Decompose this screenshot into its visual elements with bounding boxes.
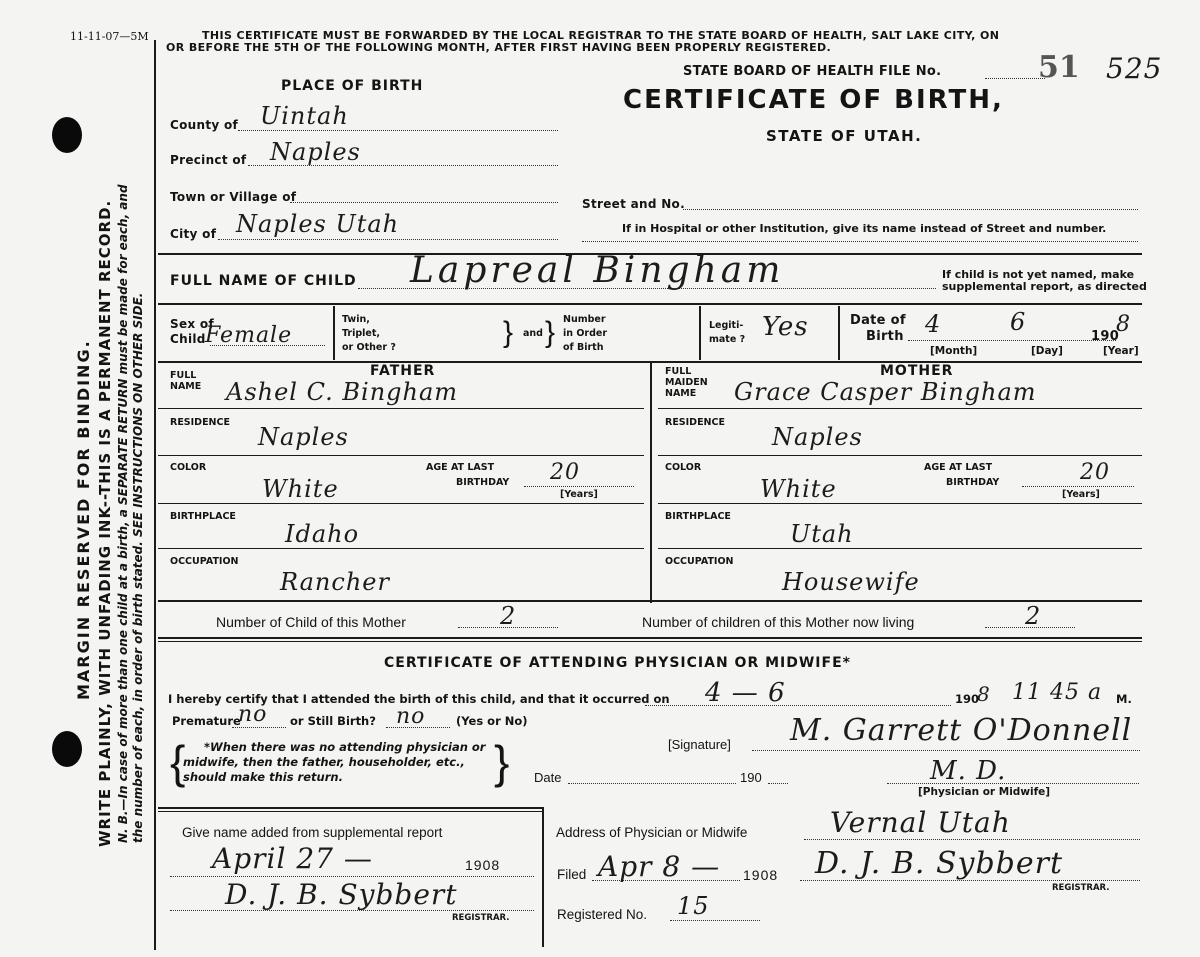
supp-rule-top (158, 807, 542, 809)
father-age-label-1: AGE AT LAST (426, 462, 495, 473)
unnamed-note-2: supplemental report, as directed (942, 280, 1147, 293)
premature-dots (232, 727, 286, 728)
city-value: Naples Utah (236, 210, 400, 238)
col-divider-1 (333, 306, 335, 360)
legit-label-2: mate ? (709, 334, 746, 345)
mother-heading: MOTHER (880, 363, 954, 379)
margin-nb-line1: N. B.—In case of more than one child at a birth, a SEPARATE RETURN must be made for each, and (116, 184, 130, 843)
physician-md: M. D. (930, 756, 1007, 786)
order-label-1: Number (563, 314, 606, 325)
precinct-value: Naples (270, 138, 361, 166)
supp-rule-top-2 (158, 811, 542, 812)
m-label: M. (1116, 692, 1132, 706)
header-notice-1: THIS CERTIFICATE MUST BE FORWARDED BY THE LOCAL REGISTRAR TO THE STATE BOARD OF HEALTH, SALT LAKE CITY, ON (202, 29, 1000, 42)
supp-date-dots (170, 876, 534, 877)
mother-occupation: Housewife (782, 568, 920, 596)
signature-dots (752, 750, 1140, 751)
day-label: [Day] (1031, 345, 1063, 357)
registered-number: 15 (677, 892, 710, 920)
filed-year: 1908 (743, 867, 779, 883)
father-age-dots (524, 486, 634, 487)
street-dots (683, 209, 1138, 210)
county-label: County of (170, 118, 239, 132)
filing-registrar-signature: D. J. B. Sybbert (815, 846, 1064, 881)
file-number-handwritten: 525 (1106, 52, 1163, 85)
supp-registrar-signature: D. J. B. Sybbert (225, 878, 458, 911)
margin-nb-line2: the number of each, in order of birth stated. SEE INSTRUCTIONS ON OTHER SIDE. (131, 292, 145, 843)
father-name: Ashel C. Bingham (226, 378, 459, 406)
note-line-3: should make this return. (183, 770, 343, 784)
city-dots (218, 239, 558, 240)
legitimate-value: Yes (762, 312, 809, 342)
certify-year: 8 (977, 682, 991, 706)
father-color: White (262, 475, 339, 503)
place-of-birth-heading: PLACE OF BIRTH (281, 78, 424, 94)
mother-color: White (760, 475, 837, 503)
file-number: 51 (1038, 50, 1080, 85)
premature-value: no (238, 702, 268, 727)
father-occupation-label: OCCUPATION (170, 556, 239, 567)
supp-year: 1908 (465, 857, 501, 873)
rule-2 (158, 303, 1142, 305)
rule-5a (158, 637, 1142, 639)
file-no-label: STATE BOARD OF HEALTH FILE No. (683, 64, 942, 79)
dob-label-1: Date of (850, 313, 906, 328)
physician-address: Vernal Utah (830, 806, 1011, 839)
dob-day: 6 (1010, 308, 1027, 336)
filed-date: Apr 8 — (598, 850, 721, 883)
mother-name-label-3: NAME (665, 388, 697, 399)
child-number-label: Number of Child of this Mother (216, 614, 406, 630)
town-dots (290, 202, 558, 203)
punch-hole-top (52, 117, 82, 153)
children-living: 2 (1025, 602, 1042, 630)
margin-reserved-text: MARGIN RESERVED FOR BINDING. (74, 339, 93, 700)
twin-label-3: or Other ? (342, 342, 396, 353)
dob-month: 4 (925, 310, 942, 338)
city-label: City of (170, 227, 217, 241)
sex-value: Female (205, 323, 293, 348)
twin-label-2: Triplet, (342, 328, 381, 339)
mother-age: 20 (1080, 460, 1110, 485)
certificate-title: CERTIFICATE OF BIRTH, (623, 85, 1004, 115)
supp-divider (542, 807, 544, 947)
yesno-label: (Yes or No) (456, 714, 528, 728)
sex-label-1: Sex of (170, 317, 214, 331)
certificate-subtitle: STATE OF UTAH. (766, 127, 923, 145)
physician-date-year-prefix: 190 (740, 770, 762, 785)
father-residence: Naples (258, 423, 349, 451)
legit-label-1: Legiti- (709, 320, 744, 331)
mother-residence: Naples (772, 423, 863, 451)
twin-brace: } (503, 316, 514, 349)
address-dots (804, 839, 1140, 840)
children-living-label: Number of children of this Mother now living (642, 614, 915, 630)
street-label: Street and No. (582, 197, 685, 211)
rule-4 (158, 600, 1142, 602)
stillbirth-label: or Still Birth? (290, 714, 376, 728)
md-dots (887, 783, 1139, 784)
parents-divider (650, 363, 652, 603)
mother-name: Grace Casper Bingham (734, 378, 1037, 406)
binding-border (154, 40, 156, 950)
certify-year-prefix: 190 (955, 692, 980, 706)
form-number: 11-11-07—5M (70, 30, 149, 43)
child-name-label: FULL NAME OF CHILD (170, 273, 357, 289)
note-line-1: *When there was no attending physician or (204, 740, 486, 754)
certify-time: 11 45 a (1012, 680, 1103, 705)
dob-label-2: Birth (866, 329, 904, 344)
physician-heading: CERTIFICATE OF ATTENDING PHYSICIAN OR MIDWIFE* (384, 655, 851, 671)
father-birthplace-label: BIRTHPLACE (170, 511, 236, 522)
mother-age-dots (1022, 486, 1134, 487)
father-residence-label: RESIDENCE (170, 417, 230, 428)
dob-year: 8 (1116, 312, 1131, 337)
father-age-label-2: BIRTHDAY (456, 477, 510, 488)
precinct-label: Precinct of (170, 153, 247, 167)
town-label: Town or Village of (170, 190, 297, 204)
address-label: Address of Physician or Midwife (556, 825, 748, 840)
note-brace-left: { (170, 736, 186, 788)
year-label: [Year] (1103, 345, 1139, 357)
filing-registrar-label: REGISTRAR. (1052, 883, 1110, 893)
margin-ink-text: WRITE PLAINLY, WITH UNFADING INK--THIS IS A PERMANENT RECORD. (96, 199, 114, 847)
county-dots (238, 130, 558, 131)
father-rule-2 (158, 455, 644, 456)
father-heading: FATHER (370, 363, 436, 379)
mother-color-label: COLOR (665, 462, 702, 473)
stillbirth-value: no (396, 704, 426, 729)
father-rule-1 (158, 408, 644, 409)
note-line-2: midwife, then the father, householder, etc., (183, 755, 465, 769)
premature-label: Premature (172, 714, 241, 728)
father-rule-4 (158, 548, 644, 549)
supplemental-heading: Give name added from supplemental report (182, 825, 443, 840)
child-number: 2 (500, 602, 517, 630)
header-notice-2: OR BEFORE THE 5TH OF THE FOLLOWING MONTH, AFTER FIRST HAVING BEEN PROPERLY REGISTERED. (166, 41, 832, 54)
child-name-value: Lapreal Bingham (410, 250, 785, 291)
mother-residence-label: RESIDENCE (665, 417, 725, 428)
physician-signature: M. Garrett O'Donnell (790, 713, 1133, 748)
mother-rule-3 (658, 503, 1142, 504)
twin-label-1: Twin, (342, 314, 370, 325)
county-value: Uintah (260, 102, 349, 130)
punch-hole-bottom (52, 731, 82, 767)
col-divider-2 (699, 306, 701, 360)
hospital-note: If in Hospital or other Institution, give its name instead of Street and number. (622, 222, 1107, 235)
father-color-label: COLOR (170, 462, 207, 473)
mother-age-label-2: BIRTHDAY (946, 477, 1000, 488)
mother-birthplace-label: BIRTHPLACE (665, 511, 731, 522)
mother-age-label-1: AGE AT LAST (924, 462, 993, 473)
supp-date: April 27 — (212, 842, 373, 875)
father-name-label-1: FULL (170, 370, 197, 381)
and-label: and (523, 328, 543, 339)
registered-dots (670, 920, 760, 921)
col-divider-3 (838, 306, 840, 360)
mother-name-label-2: MAIDEN (665, 377, 708, 388)
note-brace-right: } (494, 736, 510, 788)
sex-label-2: Child (170, 332, 206, 346)
filed-label: Filed (557, 867, 587, 882)
father-occupation: Rancher (280, 568, 390, 596)
file-no-dots (985, 78, 1045, 79)
dob-dots (908, 340, 1116, 341)
unnamed-note-1: If child is not yet named, make (942, 268, 1135, 281)
father-birthplace: Idaho (285, 520, 360, 548)
certify-text: I hereby certify that I attended the birth of this child, and that it occurred on (168, 692, 670, 706)
birth-date-physician: 4 — 6 (705, 678, 786, 708)
rule-5b (158, 641, 1142, 642)
father-years-label: [Years] (560, 489, 598, 500)
mother-occupation-label: OCCUPATION (665, 556, 734, 567)
supp-registrar-label: REGISTRAR. (452, 913, 510, 923)
mother-rule-2 (658, 455, 1142, 456)
street-dots-2 (582, 241, 1138, 242)
physician-date-year-dots (768, 783, 788, 784)
father-rule-3 (158, 503, 644, 504)
order-label-2: in Order (563, 328, 608, 339)
month-label: [Month] (930, 345, 978, 357)
dob-year-prefix: 190 (1091, 329, 1120, 344)
role-label: [Physician or Midwife] (918, 786, 1051, 798)
father-name-label-2: NAME (170, 381, 202, 392)
father-age: 20 (550, 460, 580, 485)
physician-date-dots (568, 783, 736, 784)
registered-label: Registered No. (557, 907, 648, 922)
signature-label: [Signature] (668, 737, 731, 752)
order-label-3: of Birth (563, 342, 604, 353)
physician-date-label: Date (534, 770, 562, 785)
certify-date-dots (645, 705, 951, 706)
mother-years-label: [Years] (1062, 489, 1100, 500)
mother-rule-1 (658, 408, 1142, 409)
order-brace: } (545, 316, 556, 349)
mother-name-label-1: FULL (665, 366, 692, 377)
mother-birthplace: Utah (790, 520, 854, 548)
mother-rule-4 (658, 548, 1142, 549)
